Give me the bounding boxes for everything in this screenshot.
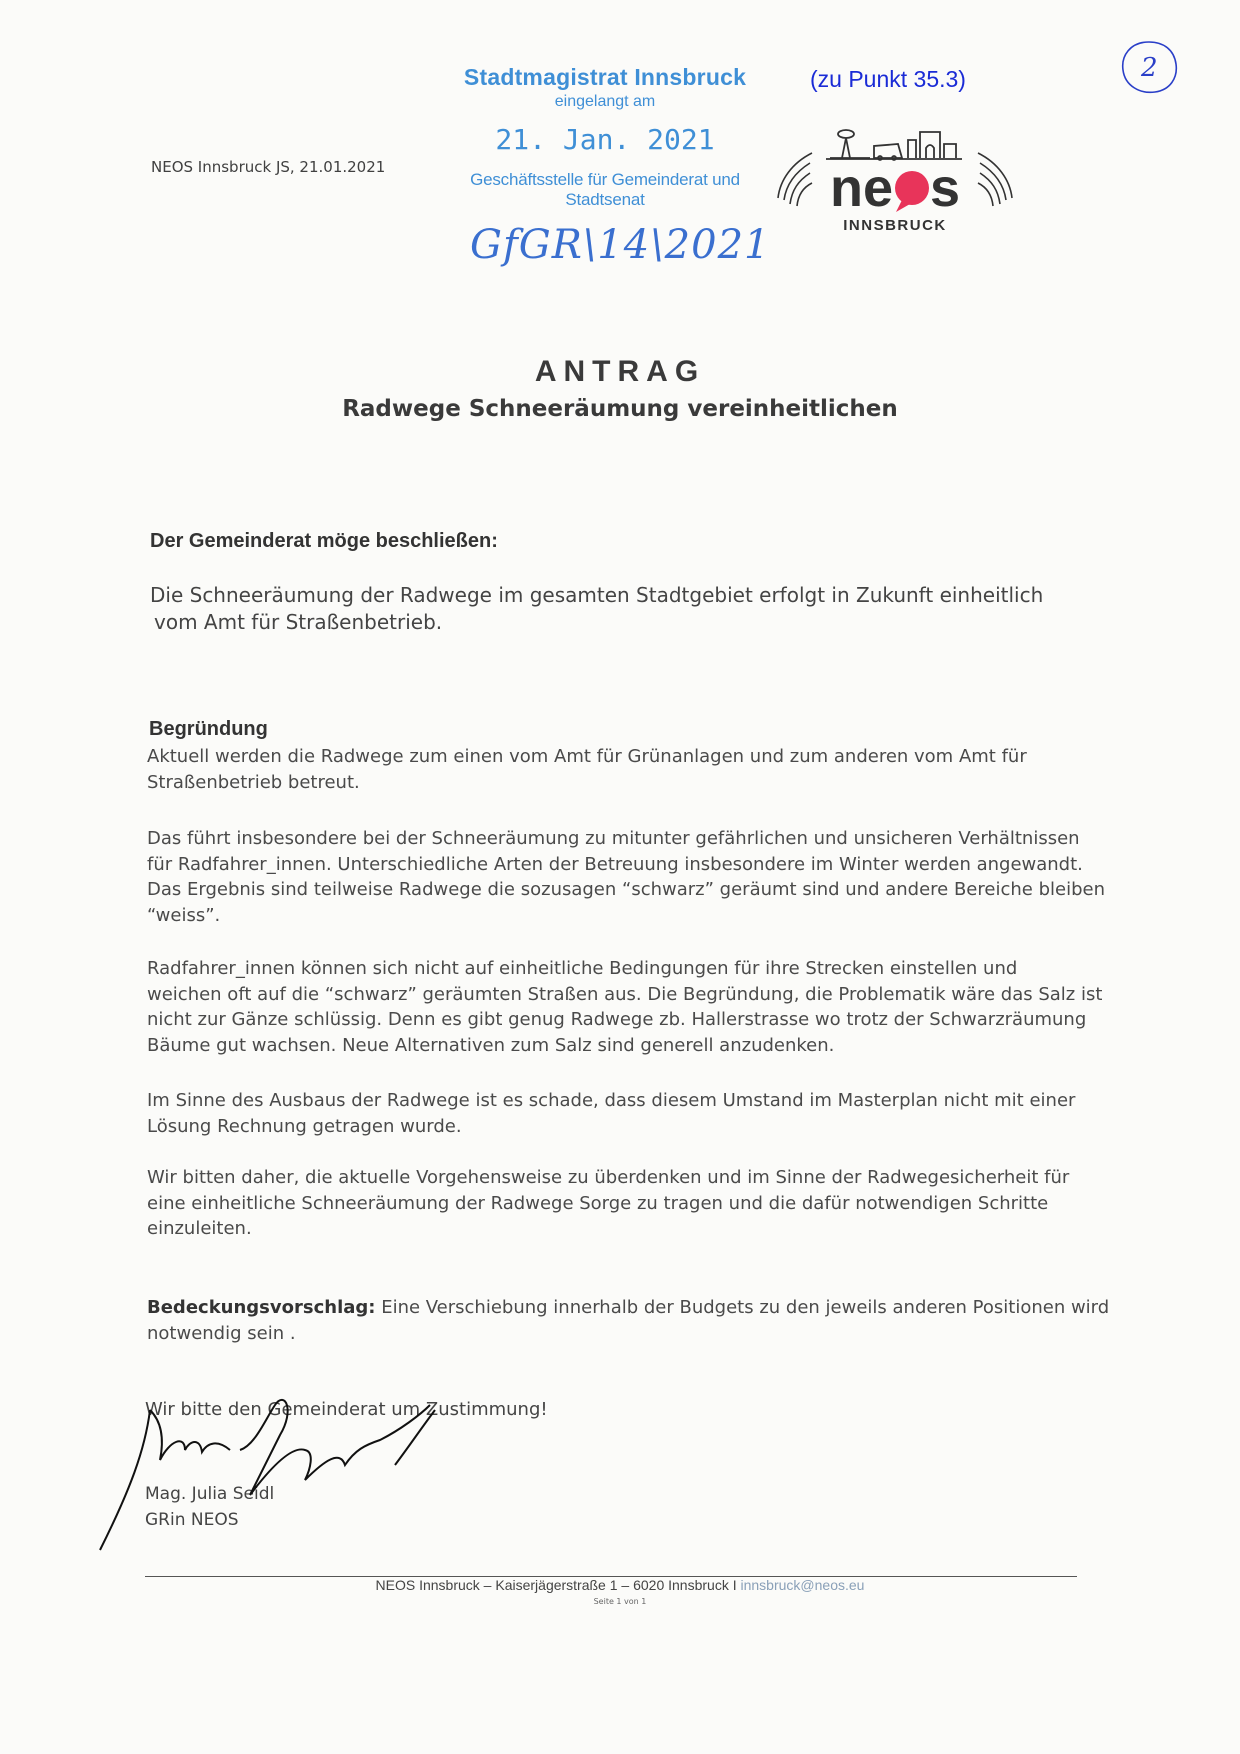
paragraph-line: Wir bitten daher, die aktuelle Vorgehensweise zu überdenken und im Sinne der Radwegesicherheit für bbox=[147, 1167, 1070, 1188]
paragraph-line: Das Ergebnis sind teilweise Radwege die sozusagen “schwarz” geräumt sind und andere Bereiche bleiben bbox=[147, 879, 1105, 900]
footer-email: innsbruck@neos.eu bbox=[740, 1577, 865, 1593]
resolution-line: vom Amt für Straßenbetrieb. bbox=[154, 610, 443, 634]
paragraph-line: nicht zur Gänze schlüssig. Denn es gibt genug Radwege zb. Hallerstrasse wo trotz der Schwarzräumung bbox=[147, 1009, 1087, 1030]
resolution-text bbox=[150, 582, 1050, 636]
paragraph-line: Bäume gut wachsen. Neue Alternativen zum Salz sind generell anzudenken. bbox=[147, 1034, 835, 1056]
coverage-label: Bedeckungsvorschlag: bbox=[147, 1297, 376, 1318]
document-title: ANTRAG bbox=[534, 355, 706, 388]
paragraph-line: Das führt insbesondere bei der Schneeräumung zu mitunter gefährlichen und unsicheren Verhältnissen bbox=[147, 828, 1080, 849]
resolution-line: Die Schneeräumung der Radwege im gesamten Stadtgebiet erfolgt in Zukunft einheitlich bbox=[150, 583, 1044, 607]
logo-city: INNSBRUCK bbox=[843, 217, 947, 234]
reasoning-heading: Begründung bbox=[149, 718, 268, 740]
agenda-note: (zu Punkt 35.3) bbox=[810, 66, 966, 92]
paragraph-line: “weiss”. bbox=[147, 904, 221, 926]
paragraph-line: einzuleiten. bbox=[147, 1218, 252, 1239]
wing-left-icon bbox=[778, 153, 812, 206]
stamp-received-label: eingelangt am bbox=[554, 93, 656, 110]
reasoning-paragraph-2 bbox=[147, 826, 1105, 928]
logo-wordmark: ne bbox=[830, 158, 894, 218]
stamp-office: Geschäftsstelle für Gemeinderat und Stadtsenat bbox=[470, 170, 740, 209]
paragraph-line: Straßenbetrieb betreut. bbox=[147, 771, 360, 793]
stamp-organization: Stadtmagistrat Innsbruck bbox=[463, 64, 747, 90]
resolution-heading: Der Gemeinderat möge beschließen: bbox=[150, 530, 498, 552]
footer bbox=[0, 1577, 1240, 1593]
paragraph-line: Radfahrer_innen können sich nicht auf einheitliche Bedingungen für ihre Strecken einstellen und bbox=[147, 958, 1018, 979]
reasoning-paragraph-4 bbox=[147, 1088, 1097, 1139]
signer-name: Mag. Julia Seidl bbox=[145, 1484, 275, 1504]
neos-innsbruck-logo bbox=[770, 118, 1020, 238]
handwritten-reference: GfGR\14\2021 bbox=[470, 222, 771, 268]
paragraph-line: Lösung Rechnung getragen wurde. bbox=[147, 1115, 462, 1137]
skyline-icon bbox=[826, 130, 962, 160]
circled-page-mark bbox=[1118, 38, 1180, 96]
handwritten-signature bbox=[90, 1380, 510, 1560]
coverage-text: notwendig sein . bbox=[147, 1322, 296, 1344]
document-subtitle: Radwege Schneeräumung vereinheitlichen bbox=[342, 396, 898, 422]
coverage-proposal bbox=[147, 1295, 1110, 1346]
paragraph-line: Aktuell werden die Radwege zum einen vom Amt für Grünanlagen und zum anderen vom Amt für bbox=[147, 746, 1027, 767]
wing-right-icon bbox=[978, 153, 1012, 206]
signer-role: GRin NEOS bbox=[145, 1510, 239, 1530]
closing-line: Wir bitte den Gemeinderat um Zustimmung! bbox=[145, 1399, 548, 1420]
reasoning-paragraph-3 bbox=[147, 956, 1103, 1058]
page-mark-number: 2 bbox=[1141, 53, 1158, 83]
paragraph-line: eine einheitliche Schneeräumung der Radwege Sorge zu tragen und die dafür notwendigen Schritte bbox=[147, 1192, 1049, 1214]
logo-speech-bubble-icon bbox=[895, 171, 929, 205]
coverage-text: Eine Verschiebung innerhalb der Budgets zu den jeweils anderen Positionen wird bbox=[375, 1297, 1110, 1318]
footer-address: NEOS Innsbruck – Kaiserjägerstraße 1 – 6020 Innsbruck I bbox=[375, 1577, 741, 1593]
paragraph-line: für Radfahrer_innen. Unterschiedliche Arten der Betreuung insbesondere im Winter werden angewandt. bbox=[147, 853, 1083, 875]
paragraph-line: Im Sinne des Ausbaus der Radwege ist es schade, dass diesem Umstand im Masterplan nicht mit einer bbox=[147, 1090, 1076, 1111]
svg-text:s: s bbox=[930, 158, 961, 218]
received-stamp bbox=[445, 64, 765, 210]
stamp-date: 21. Jan. 2021 bbox=[495, 123, 715, 156]
reasoning-paragraph-1 bbox=[147, 744, 1097, 795]
reasoning-paragraph-5 bbox=[147, 1165, 1097, 1242]
sender-line: NEOS Innsbruck JS, 21.01.2021 bbox=[151, 158, 386, 176]
paragraph-line: weichen oft auf die “schwarz” geräumten Straßen aus. Die Begründung, die Problematik wäre das Salz ist bbox=[147, 983, 1103, 1005]
page-number: Seite 1 von 1 bbox=[593, 1597, 647, 1606]
